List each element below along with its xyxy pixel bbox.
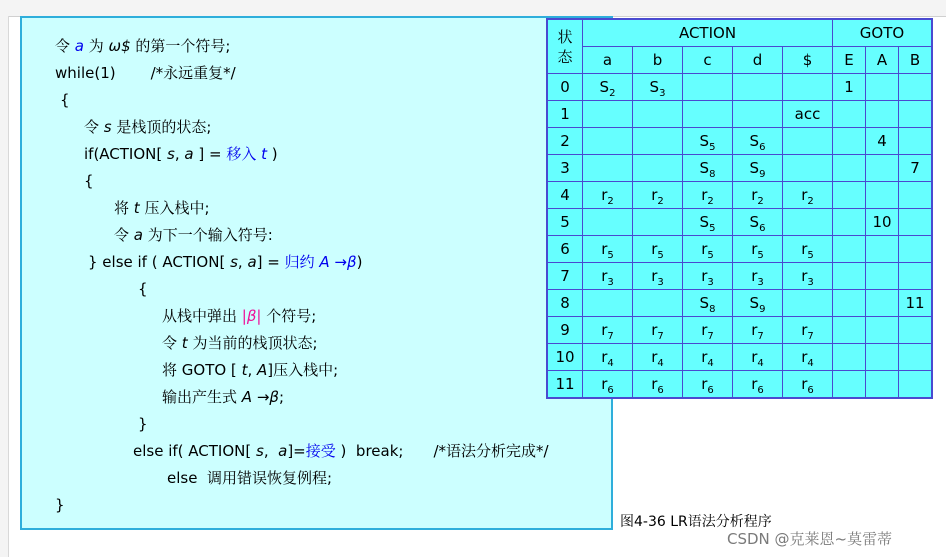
action-cell — [733, 263, 783, 290]
state-cell: 1 — [547, 101, 583, 128]
action-cell — [583, 371, 633, 399]
action-cell-symbol: S — [749, 159, 760, 177]
goto-cell — [866, 101, 899, 128]
goto-cell — [866, 74, 899, 101]
action-cell — [783, 128, 833, 155]
code-line-8: 令 a 为下一个输入符号: — [114, 226, 273, 244]
action-cell-symbol: S — [699, 159, 710, 177]
goto-cell: 10 — [866, 209, 899, 236]
code-line-1: 令 a 为 ω$ 的第一个符号; — [55, 37, 231, 55]
action-cell-subscript: 4 — [607, 358, 614, 369]
goto-cell — [899, 236, 933, 263]
action-cell — [583, 155, 633, 182]
state-cell: 0 — [547, 74, 583, 101]
goto-cell — [899, 74, 933, 101]
action-cell-subscript: 4 — [807, 358, 814, 369]
top-strip — [0, 0, 946, 17]
goto-cell: 7 — [899, 155, 933, 182]
action-cell-subscript: 6 — [757, 385, 764, 396]
code-line-17: else 调用错误恢复例程; — [167, 469, 333, 487]
action-cell-subscript: 7 — [657, 331, 664, 342]
code-line-7: 将 t 压入栈中; — [114, 199, 210, 217]
action-cell — [783, 101, 833, 128]
action-cell-subscript: 6 — [759, 142, 766, 153]
action-cell — [733, 155, 783, 182]
action-cell — [633, 236, 683, 263]
action-cell-subscript: 6 — [707, 385, 714, 396]
action-cell-subscript: 3 — [757, 277, 764, 288]
action-symbol-header: b — [633, 47, 683, 74]
goto-cell — [899, 344, 933, 371]
goto-cell — [833, 155, 866, 182]
action-cell-symbol: r — [601, 240, 608, 258]
action-cell — [733, 128, 783, 155]
state-cell: 3 — [547, 155, 583, 182]
action-cell-subscript: 6 — [607, 385, 614, 396]
goto-cell — [899, 263, 933, 290]
goto-cell — [833, 128, 866, 155]
action-cell-subscript: 3 — [707, 277, 714, 288]
goto-cell: 4 — [866, 128, 899, 155]
code-line-6: { — [84, 172, 94, 190]
action-cell-subscript: 2 — [609, 88, 616, 99]
table-row — [547, 371, 932, 399]
state-header: 状 态 — [547, 19, 583, 74]
code-line-9: } else if ( ACTION[ s, a] = 归约 A →β) — [88, 253, 363, 271]
action-symbol-header: c — [683, 47, 733, 74]
action-cell-subscript: 3 — [607, 277, 614, 288]
state-cell: 6 — [547, 236, 583, 263]
action-cell — [783, 74, 833, 101]
action-cell — [733, 74, 783, 101]
action-cell-subscript: 4 — [707, 358, 714, 369]
goto-cell — [833, 317, 866, 344]
action-cell — [683, 317, 733, 344]
state-cell: 2 — [547, 128, 583, 155]
action-cell-symbol: r — [801, 375, 808, 393]
goto-cell — [866, 344, 899, 371]
table-row — [547, 344, 932, 371]
action-cell-symbol: r — [601, 186, 608, 204]
action-cell-symbol: r — [751, 321, 758, 339]
action-cell-symbol: r — [601, 348, 608, 366]
action-cell — [733, 371, 783, 399]
table-row — [547, 209, 932, 236]
goto-cell: 11 — [899, 290, 933, 317]
goto-symbol-header: B — [899, 47, 933, 74]
action-cell — [783, 344, 833, 371]
goto-cell — [833, 344, 866, 371]
action-cell — [633, 317, 683, 344]
code-line-5: if(ACTION[ s, a ] = 移入 t ) — [84, 145, 278, 163]
action-cell-symbol: r — [751, 375, 758, 393]
action-cell — [683, 74, 733, 101]
goto-cell — [899, 182, 933, 209]
goto-cell — [866, 290, 899, 317]
action-cell — [633, 101, 683, 128]
action-cell — [583, 182, 633, 209]
action-cell-symbol: S — [699, 294, 710, 312]
action-cell — [683, 155, 733, 182]
action-cell-symbol: acc — [794, 105, 821, 123]
action-cell-symbol: r — [701, 267, 708, 285]
action-cell-symbol: r — [651, 186, 658, 204]
table-row — [547, 101, 932, 128]
action-cell — [733, 182, 783, 209]
action-cell-symbol: r — [701, 348, 708, 366]
goto-cell — [833, 209, 866, 236]
action-cell — [783, 155, 833, 182]
action-cell-symbol: r — [701, 375, 708, 393]
goto-cell — [899, 209, 933, 236]
action-cell-subscript: 2 — [607, 196, 614, 207]
action-cell — [583, 317, 633, 344]
code-line-3: { — [60, 91, 70, 109]
action-cell — [633, 209, 683, 236]
state-cell: 9 — [547, 317, 583, 344]
goto-cell — [866, 155, 899, 182]
action-cell-subscript: 6 — [807, 385, 814, 396]
action-cell-symbol: r — [751, 240, 758, 258]
code-line-12: 令 t 为当前的栈顶状态; — [162, 334, 318, 352]
action-cell-symbol: r — [701, 186, 708, 204]
action-header: ACTION — [583, 19, 833, 47]
action-cell-subscript: 6 — [759, 223, 766, 234]
action-cell — [683, 209, 733, 236]
action-cell-symbol: r — [601, 375, 608, 393]
action-cell-subscript: 9 — [759, 169, 766, 180]
code-line-11: 从栈中弹出 |β| 个符号; — [162, 307, 317, 325]
goto-cell: 1 — [833, 74, 866, 101]
action-cell — [583, 344, 633, 371]
action-cell — [733, 317, 783, 344]
action-cell — [633, 263, 683, 290]
action-cell — [683, 263, 733, 290]
action-cell-symbol: S — [749, 132, 760, 150]
action-cell — [583, 74, 633, 101]
action-cell — [583, 209, 633, 236]
action-cell — [733, 101, 783, 128]
goto-cell — [833, 371, 866, 399]
goto-cell — [833, 263, 866, 290]
action-cell-subscript: 5 — [657, 250, 664, 261]
action-cell-subscript: 2 — [707, 196, 714, 207]
action-cell-symbol: S — [699, 213, 710, 231]
action-cell — [633, 290, 683, 317]
goto-cell — [866, 236, 899, 263]
action-cell — [683, 344, 733, 371]
table-row — [547, 74, 932, 101]
table-body — [547, 74, 932, 399]
table-row — [547, 155, 932, 182]
code-line-14: 输出产生式 A →β; — [162, 388, 285, 406]
action-cell-subscript: 6 — [657, 385, 664, 396]
action-cell-symbol: S — [749, 294, 760, 312]
table-row — [547, 236, 932, 263]
action-cell-symbol: S — [599, 78, 610, 96]
action-cell-subscript: 5 — [807, 250, 814, 261]
lr-parsing-table — [546, 18, 933, 399]
action-cell — [683, 101, 733, 128]
figure-caption: 图4-36 LR语法分析程序 — [620, 514, 772, 530]
action-symbol-header: $ — [783, 47, 833, 74]
action-cell-symbol: r — [651, 348, 658, 366]
action-cell-symbol: r — [701, 240, 708, 258]
action-cell-symbol: r — [751, 267, 758, 285]
code-line-18: } — [55, 496, 65, 514]
code-line-10: { — [138, 280, 148, 298]
action-cell-subscript: 2 — [757, 196, 764, 207]
action-cell — [733, 290, 783, 317]
action-cell — [583, 101, 633, 128]
goto-cell — [899, 101, 933, 128]
action-cell-symbol: r — [801, 348, 808, 366]
action-cell — [633, 74, 683, 101]
action-cell-symbol: r — [801, 240, 808, 258]
code-line-13: 将 GOTO [ t, A]压入栈中; — [162, 361, 339, 379]
action-cell-symbol: r — [651, 240, 658, 258]
action-cell-subscript: 5 — [709, 223, 716, 234]
action-cell-subscript: 2 — [807, 196, 814, 207]
state-cell: 7 — [547, 263, 583, 290]
action-cell-symbol: r — [751, 186, 758, 204]
code-line-2: while(1) /*永远重复*/ — [55, 64, 236, 82]
watermark: CSDN @克莱恩~莫雷蒂 — [727, 530, 893, 548]
action-cell — [783, 317, 833, 344]
code-line-15: } — [138, 415, 148, 433]
action-cell — [583, 290, 633, 317]
action-cell — [783, 182, 833, 209]
left-margin — [0, 16, 9, 557]
action-cell-subscript: 2 — [657, 196, 664, 207]
goto-symbol-header: A — [866, 47, 899, 74]
action-cell-subscript: 5 — [607, 250, 614, 261]
action-cell-symbol: S — [649, 78, 660, 96]
table-row — [547, 317, 932, 344]
action-cell-subscript: 4 — [657, 358, 664, 369]
action-cell-symbol: r — [651, 321, 658, 339]
action-cell — [733, 209, 783, 236]
action-cell-subscript: 8 — [709, 169, 716, 180]
action-cell — [633, 128, 683, 155]
action-cell — [583, 128, 633, 155]
action-cell — [783, 371, 833, 399]
action-cell — [783, 290, 833, 317]
action-cell-symbol: r — [701, 321, 708, 339]
table-header-row-2 — [547, 47, 932, 74]
action-cell-symbol: S — [699, 132, 710, 150]
action-symbol-header: d — [733, 47, 783, 74]
goto-cell — [866, 182, 899, 209]
goto-cell — [866, 263, 899, 290]
action-cell-subscript: 4 — [757, 358, 764, 369]
action-cell-symbol: r — [801, 186, 808, 204]
action-cell-subscript: 3 — [657, 277, 664, 288]
action-cell — [633, 371, 683, 399]
action-cell-subscript: 9 — [759, 304, 766, 315]
action-cell — [783, 263, 833, 290]
state-cell: 10 — [547, 344, 583, 371]
action-cell — [683, 371, 733, 399]
action-cell-subscript: 3 — [807, 277, 814, 288]
action-cell-symbol: r — [801, 267, 808, 285]
action-cell-subscript: 7 — [707, 331, 714, 342]
goto-header: GOTO — [833, 19, 933, 47]
goto-cell — [833, 182, 866, 209]
table-header-row-1 — [547, 19, 932, 47]
goto-cell — [899, 317, 933, 344]
action-cell-subscript: 7 — [757, 331, 764, 342]
action-cell — [733, 344, 783, 371]
action-cell-subscript: 8 — [709, 304, 716, 315]
action-cell — [583, 263, 633, 290]
action-cell — [683, 128, 733, 155]
state-cell: 5 — [547, 209, 583, 236]
action-cell — [783, 209, 833, 236]
action-cell — [683, 182, 733, 209]
action-cell — [633, 155, 683, 182]
action-cell-symbol: r — [601, 267, 608, 285]
table-row — [547, 128, 932, 155]
action-cell — [633, 182, 683, 209]
state-cell: 4 — [547, 182, 583, 209]
action-cell — [583, 236, 633, 263]
table-row — [547, 290, 932, 317]
table-row — [547, 263, 932, 290]
goto-cell — [833, 236, 866, 263]
action-cell-subscript: 3 — [659, 88, 666, 99]
action-cell — [633, 344, 683, 371]
code-line-4: 令 s 是栈顶的状态; — [84, 118, 212, 136]
action-cell-subscript: 5 — [757, 250, 764, 261]
action-cell-subscript: 5 — [707, 250, 714, 261]
action-symbol-header: a — [583, 47, 633, 74]
goto-cell — [833, 290, 866, 317]
table-row — [547, 182, 932, 209]
action-cell — [783, 236, 833, 263]
state-cell: 8 — [547, 290, 583, 317]
action-cell-subscript: 7 — [607, 331, 614, 342]
action-cell-symbol: r — [651, 267, 658, 285]
action-cell — [683, 290, 733, 317]
action-cell-symbol: r — [601, 321, 608, 339]
code-panel — [20, 16, 616, 530]
code-line-16: else if( ACTION[ s, a]=接受 ) break; /*语法分析完成*/ — [133, 442, 549, 460]
goto-cell — [866, 371, 899, 399]
action-cell-subscript: 5 — [709, 142, 716, 153]
goto-cell — [833, 101, 866, 128]
action-cell-symbol: r — [751, 348, 758, 366]
state-cell: 11 — [547, 371, 583, 399]
goto-cell — [866, 317, 899, 344]
goto-cell — [899, 128, 933, 155]
action-cell-subscript: 7 — [807, 331, 814, 342]
action-cell — [733, 236, 783, 263]
goto-cell — [899, 371, 933, 399]
action-cell-symbol: r — [801, 321, 808, 339]
action-cell — [683, 236, 733, 263]
action-cell-symbol: S — [749, 213, 760, 231]
action-cell-symbol: r — [651, 375, 658, 393]
goto-symbol-header: E — [833, 47, 866, 74]
